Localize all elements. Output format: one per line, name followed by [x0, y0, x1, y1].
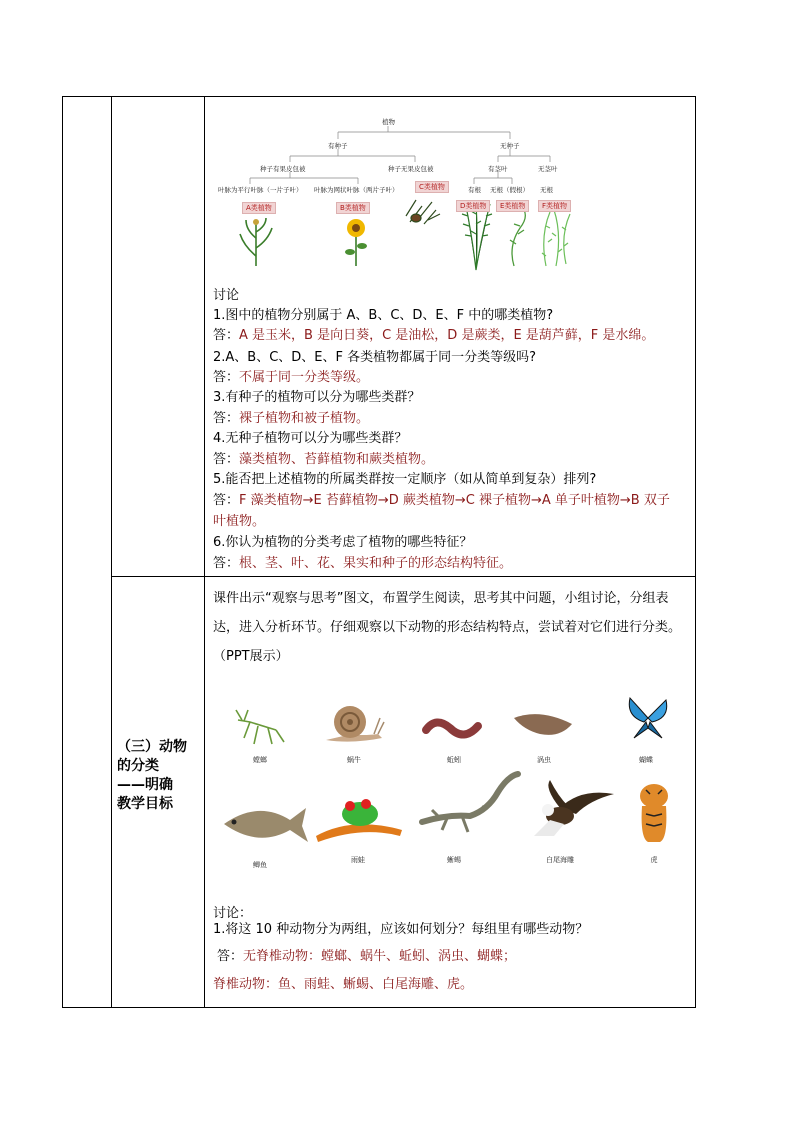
- node-plant: 植物: [382, 118, 395, 126]
- node-seed-naked: 种子无果皮包被: [388, 165, 434, 173]
- animal-label: 蚯蚓: [447, 756, 461, 764]
- tag-a: A类植物: [242, 202, 276, 214]
- animal-label: 蜗牛: [347, 756, 361, 764]
- snail-image: [322, 700, 386, 748]
- answer-6: [213, 554, 512, 574]
- column-divider-1: [111, 97, 112, 1007]
- earthworm-image: [420, 712, 486, 746]
- sunflower-plant: [345, 219, 367, 266]
- plant-classification-diagram: [210, 106, 690, 278]
- tag-e: E类植物: [496, 200, 529, 212]
- discussion2-answer-1: [217, 947, 516, 967]
- stage-label: [117, 738, 201, 814]
- discussion-heading: 讨论: [213, 288, 240, 303]
- column-divider-2: [204, 97, 205, 1007]
- mantis-image: [232, 704, 288, 748]
- stage-label-line: 的分类: [117, 758, 159, 774]
- animal-label: 鲫鱼: [253, 861, 267, 869]
- question-2: 2.A、B、C、D、E、F 各类植物都属于同一分类等级吗?: [213, 350, 537, 365]
- animal-label: 白尾海雕: [546, 856, 574, 864]
- animal-label: 虎: [650, 856, 658, 864]
- question-6: 6.你认为植物的分类考虑了植物的哪些特征？: [213, 535, 473, 550]
- answer-prefix: 答：: [213, 556, 240, 571]
- answer-5-line-2: 叶植物。: [213, 514, 266, 529]
- answer-text: 无脊椎动物：螳螂、蜗牛、蚯蚓、涡虫、蝴蝶；: [243, 949, 517, 964]
- answer-text: 藻类植物、苔藓植物和蕨类植物。: [239, 452, 435, 467]
- node-no-root-fake: 无根（假根）: [490, 186, 529, 194]
- carp-image: [218, 798, 310, 852]
- answer-prefix: 答：: [217, 949, 244, 964]
- node-parallel-vein: 叶脉为平行叶脉（一片子叶）: [218, 186, 303, 194]
- intro-paragraph: 课件出示“观察与思考”图文，布置学生阅读，思考其中问题，小组讨论，分组表达，进入分析环节。仔细观察以下动物的形态结构特点，尝试着对它们进行分类。（PPT展示）: [213, 591, 682, 664]
- animal-label: 蝴蝶: [639, 756, 653, 764]
- answer-1: [213, 326, 654, 346]
- discussion2-answer-2: [213, 975, 473, 995]
- answer-text: A 是玉米，B 是向日葵，C 是油松，D 是蕨类，E 是葫芦藓，F 是水绵。: [239, 328, 655, 343]
- animal-label: 雨蛙: [351, 856, 365, 864]
- tree-frog-image: [312, 792, 406, 844]
- animal-label: 螳螂: [253, 756, 267, 764]
- answer-prefix: 答：: [213, 411, 240, 426]
- pine-plant: [406, 200, 440, 224]
- tag-d: D类植物: [456, 200, 490, 212]
- answer-text: 裸子植物和被子植物。: [239, 411, 370, 426]
- tag-b: B类植物: [336, 202, 370, 214]
- node-no-seed: 无种子: [500, 142, 520, 150]
- answer-3: [213, 409, 369, 429]
- fern-plant: [462, 202, 492, 270]
- node-has-root: 有根: [468, 186, 481, 194]
- question-3: 3.有种子的植物可以分为哪些类群？: [213, 390, 421, 405]
- answer-2: [213, 368, 369, 388]
- tag-f: F类植物: [538, 200, 571, 212]
- node-has-stem-leaf: 有茎叶: [488, 165, 508, 173]
- answer-4: [213, 450, 434, 470]
- node-has-seed: 有种子: [328, 142, 348, 150]
- question-5: 5.能否把上述植物的所属类群按一定顺序（如从简单到复杂）排列?: [213, 472, 597, 487]
- animal-label: 涡虫: [537, 756, 551, 764]
- answer-text: 不属于同一分类等级。: [239, 370, 370, 385]
- answer-text: 根、茎、叶、花、果实和种子的形态结构特征。: [239, 556, 513, 571]
- algae-plant: [542, 210, 570, 266]
- answer-prefix: 答：: [213, 370, 240, 385]
- question-4: 4.无种子植物可以分为哪些类群？: [213, 431, 408, 446]
- stage-label-line: 教学目标: [117, 796, 173, 812]
- stage-label-line: ——明确: [117, 777, 173, 793]
- lizard-image: [418, 770, 522, 844]
- flatworm-image: [510, 704, 576, 744]
- discussion2-question-1: 1.将这 10 种动物分为两组，应该如何划分？每组里有哪些动物？: [213, 922, 589, 937]
- corn-plant: [240, 218, 272, 266]
- node-net-vein: 叶脉为网状叶脉（两片子叶）: [314, 186, 399, 194]
- node-seed-covered: 种子有果皮包被: [260, 165, 306, 173]
- animal-label: 蜥蜴: [447, 856, 461, 864]
- answer-prefix: 答：: [213, 452, 240, 467]
- eagle-image: [520, 778, 616, 840]
- moss-plant: [510, 210, 525, 266]
- node-no-root: 无根: [540, 186, 553, 194]
- node-no-stem-leaf: 无茎叶: [538, 165, 558, 173]
- answer-prefix: 答：: [213, 493, 240, 508]
- answer-5-line-1: [213, 491, 670, 511]
- row-divider: [111, 576, 695, 577]
- answer-prefix: 答：: [213, 328, 240, 343]
- butterfly-image: [626, 694, 670, 744]
- stage-label-line: （三）动物: [117, 739, 187, 755]
- answer-text: 脊椎动物：鱼、雨蛙、蜥蜴、白尾海雕、虎。: [213, 977, 474, 992]
- discussion2-heading: 讨论：: [213, 906, 253, 921]
- question-1: 1.图中的植物分别属于 A、B、C、D、E、F 中的哪类植物?: [213, 308, 554, 323]
- tag-c: C类植物: [415, 181, 449, 193]
- tiger-image: [632, 778, 676, 844]
- answer-text: F 藻类植物→E 苔藓植物→D 蕨类植物→C 裸子植物→A 单子叶植物→B 双子: [239, 493, 670, 508]
